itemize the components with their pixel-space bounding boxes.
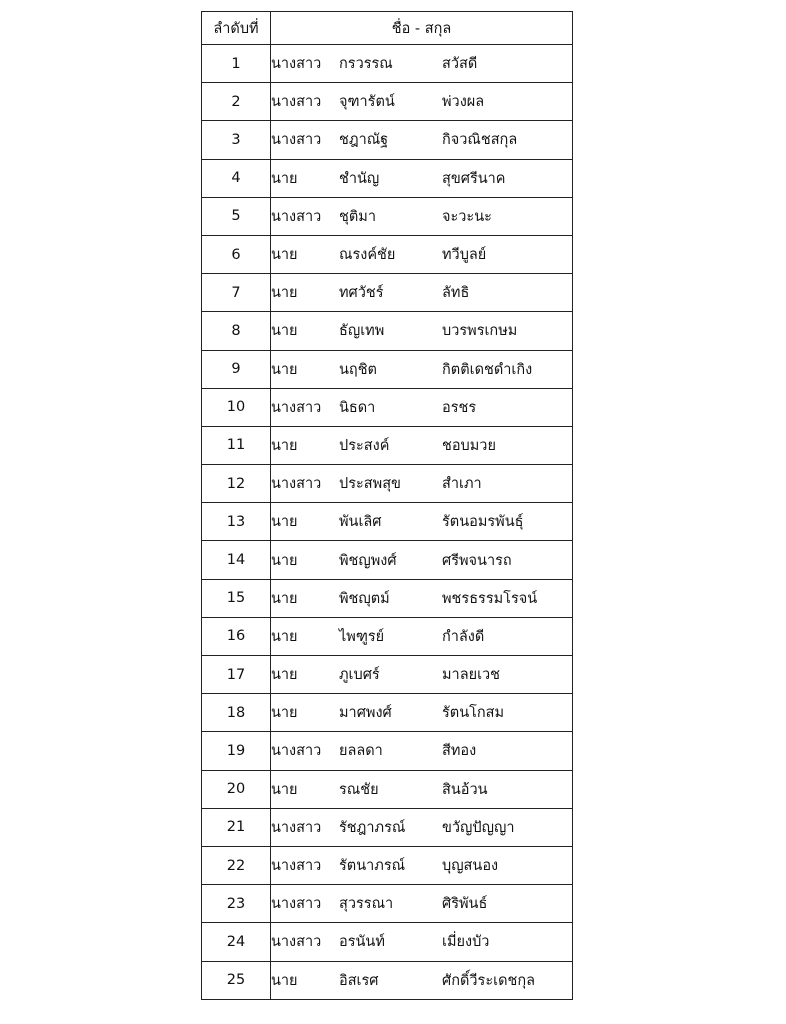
row-number: 6 — [202, 235, 271, 273]
first-name: ธัญเทพ — [339, 323, 385, 340]
table-row — [202, 846, 573, 884]
name-title: นางสาว — [271, 858, 322, 875]
row-full-name — [271, 617, 573, 655]
row-full-name — [271, 694, 573, 732]
row-full-name — [271, 656, 573, 694]
name-title: นางสาว — [271, 399, 322, 416]
table-row — [202, 159, 573, 197]
row-full-name — [271, 923, 573, 961]
row-number: 2 — [202, 83, 271, 121]
row-full-name — [271, 846, 573, 884]
last-name: รัตนอมรพันธุ์ — [442, 514, 524, 531]
first-name: ประสพสุข — [339, 476, 401, 493]
name-title: นางสาว — [271, 94, 322, 111]
name-title: นาย — [271, 552, 298, 569]
last-name: สวัสดี — [442, 56, 478, 73]
table-row — [202, 503, 573, 541]
table-row — [202, 45, 573, 83]
table-row — [202, 350, 573, 388]
first-name: กรวรรณ — [339, 56, 393, 73]
name-title: นาย — [271, 170, 298, 187]
name-title: นางสาว — [271, 896, 322, 913]
row-full-name — [271, 388, 573, 426]
table-row — [202, 770, 573, 808]
roster-body — [202, 45, 573, 1000]
table-row — [202, 617, 573, 655]
first-name: มาศพงศ์ — [339, 705, 392, 722]
last-name: บุญสนอง — [442, 858, 499, 875]
name-title: นาย — [271, 437, 298, 454]
last-name: ลัทธิ — [442, 285, 470, 302]
last-name: พ่วงผล — [442, 94, 485, 111]
table-row — [202, 426, 573, 464]
table-row — [202, 961, 573, 999]
table-row — [202, 579, 573, 617]
last-name: เมี่ยงบัว — [442, 934, 490, 951]
last-name: กิจวณิชสกุล — [442, 132, 518, 149]
first-name: จุฑารัตน์ — [339, 94, 395, 111]
row-full-name — [271, 503, 573, 541]
table-row — [202, 121, 573, 159]
row-full-name — [271, 159, 573, 197]
table-row — [202, 465, 573, 503]
row-full-name — [271, 312, 573, 350]
table-row — [202, 656, 573, 694]
row-number: 8 — [202, 312, 271, 350]
table-row — [202, 923, 573, 961]
row-number: 13 — [202, 503, 271, 541]
first-name: อิสเรศ — [339, 972, 379, 989]
table-row — [202, 312, 573, 350]
row-number: 16 — [202, 617, 271, 655]
table-row — [202, 694, 573, 732]
last-name: กิตติเดชดำเกิง — [442, 361, 533, 378]
row-full-name — [271, 732, 573, 770]
row-full-name — [271, 885, 573, 923]
row-full-name — [271, 274, 573, 312]
first-name: รณชัย — [339, 781, 379, 798]
name-title: นาย — [271, 781, 298, 798]
first-name: ทศวัชร์ — [339, 285, 384, 302]
row-full-name — [271, 541, 573, 579]
header-row — [202, 12, 573, 45]
last-name: อรชร — [442, 399, 477, 416]
row-full-name — [271, 197, 573, 235]
row-full-name — [271, 808, 573, 846]
first-name: พันเลิศ — [339, 514, 382, 531]
last-name: สุขศรีนาค — [442, 170, 506, 187]
table-row — [202, 274, 573, 312]
row-number: 12 — [202, 465, 271, 503]
row-number: 9 — [202, 350, 271, 388]
first-name: ชำนัญ — [339, 170, 380, 187]
name-title: นางสาว — [271, 208, 322, 225]
table-row — [202, 732, 573, 770]
row-number: 25 — [202, 961, 271, 999]
table-row — [202, 808, 573, 846]
last-name: รัตนโกสม — [442, 705, 505, 722]
row-number: 11 — [202, 426, 271, 464]
name-title: นาย — [271, 285, 298, 302]
table-row — [202, 197, 573, 235]
first-name: ชุติมา — [339, 208, 376, 225]
name-title: นาย — [271, 705, 298, 722]
first-name: ไพฑูรย์ — [339, 628, 385, 645]
last-name: สินอ้วน — [442, 781, 488, 798]
row-number: 3 — [202, 121, 271, 159]
last-name: ศรีพจนารถ — [442, 552, 512, 569]
row-full-name — [271, 426, 573, 464]
first-name: ประสงค์ — [339, 437, 390, 454]
table-row — [202, 83, 573, 121]
last-name: ขวัญปัญญา — [442, 819, 515, 836]
row-number: 15 — [202, 579, 271, 617]
first-name: ชฎาณัฐ — [339, 132, 389, 149]
row-number: 23 — [202, 885, 271, 923]
name-title: นางสาว — [271, 934, 322, 951]
row-number: 20 — [202, 770, 271, 808]
row-full-name — [271, 121, 573, 159]
name-title: นาย — [271, 323, 298, 340]
last-name: พชรธรรมโรจน์ — [442, 590, 538, 607]
name-title: นาย — [271, 247, 298, 264]
first-name: พิชญพงศ์ — [339, 552, 397, 569]
row-number: 4 — [202, 159, 271, 197]
name-title: นางสาว — [271, 56, 322, 73]
table-row — [202, 388, 573, 426]
row-full-name — [271, 465, 573, 503]
name-title: นางสาว — [271, 743, 322, 760]
row-number: 7 — [202, 274, 271, 312]
name-title: นาย — [271, 361, 298, 378]
row-number: 10 — [202, 388, 271, 426]
first-name: รัชฎาภรณ์ — [339, 819, 406, 836]
row-number: 14 — [202, 541, 271, 579]
name-title: นางสาว — [271, 476, 322, 493]
row-number: 18 — [202, 694, 271, 732]
row-full-name — [271, 350, 573, 388]
first-name: อรนันท์ — [339, 934, 385, 951]
name-title: นางสาว — [271, 132, 322, 149]
first-name: รัตนาภรณ์ — [339, 858, 406, 875]
header-number: ลำดับที่ — [202, 12, 271, 45]
row-full-name — [271, 961, 573, 999]
row-full-name — [271, 235, 573, 273]
name-title: นาย — [271, 667, 298, 684]
first-name: ณรงค์ชัย — [339, 247, 396, 264]
name-roster-table — [201, 11, 573, 1000]
first-name: พิชญุตม์ — [339, 590, 390, 607]
last-name: กำลังดี — [442, 628, 485, 645]
name-title: นาย — [271, 628, 298, 645]
name-title: นาย — [271, 972, 298, 989]
first-name: ยลลดา — [339, 743, 383, 760]
name-title: นาย — [271, 590, 298, 607]
row-number: 24 — [202, 923, 271, 961]
row-full-name — [271, 45, 573, 83]
row-number: 5 — [202, 197, 271, 235]
name-title: นาย — [271, 514, 298, 531]
table-row — [202, 885, 573, 923]
row-full-name — [271, 579, 573, 617]
last-name: ศักดิ์วีระเดชกุล — [442, 972, 535, 989]
first-name: นฤชิต — [339, 361, 377, 378]
header-name: ชื่อ - สกุล — [271, 12, 573, 45]
row-full-name — [271, 770, 573, 808]
last-name: ชอบมวย — [442, 437, 496, 454]
first-name: ภูเบศร์ — [339, 667, 380, 684]
last-name: สำเภา — [442, 476, 482, 493]
row-number: 17 — [202, 656, 271, 694]
row-number: 21 — [202, 808, 271, 846]
last-name: มาลยเวช — [442, 667, 501, 684]
name-title: นางสาว — [271, 819, 322, 836]
last-name: ศิริพันธ์ — [442, 896, 488, 913]
table-row — [202, 541, 573, 579]
first-name: สุวรรณา — [339, 896, 394, 913]
table-row — [202, 235, 573, 273]
row-full-name — [271, 83, 573, 121]
row-number: 1 — [202, 45, 271, 83]
first-name: นิธดา — [339, 399, 376, 416]
last-name: บวรพรเกษม — [442, 323, 518, 340]
row-number: 22 — [202, 846, 271, 884]
last-name: จะวะนะ — [442, 208, 492, 225]
last-name: ทวีบูลย์ — [442, 247, 487, 264]
row-number: 19 — [202, 732, 271, 770]
last-name: สีทอง — [442, 743, 477, 760]
